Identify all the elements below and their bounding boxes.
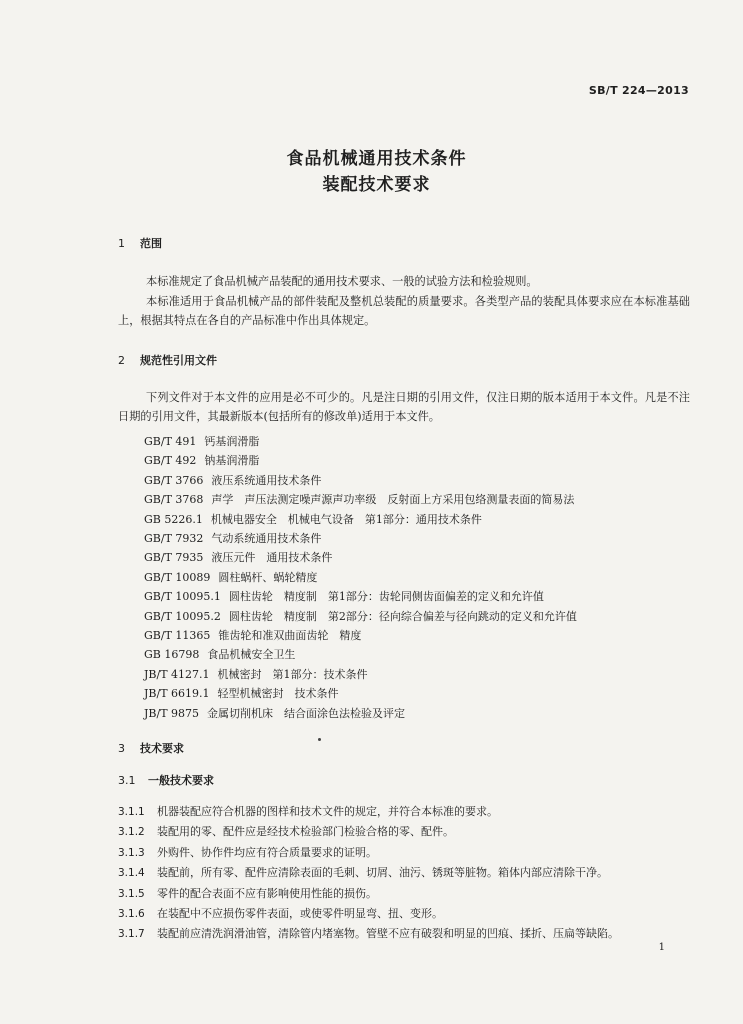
title-line-1: 食品机械通用技术条件 xyxy=(286,149,467,169)
clause-number: 3.1.2 xyxy=(118,826,145,839)
section-1-heading xyxy=(118,235,162,251)
title-line-2: 装配技术要求 xyxy=(322,175,431,195)
reference-code: GB/T 11365 xyxy=(144,629,211,643)
reference-title: 液压元件 通用技术条件 xyxy=(211,551,333,565)
clause-number: 3.1.5 xyxy=(118,887,145,900)
reference-title: 食品机械安全卫生 xyxy=(207,648,296,662)
reference-title: 轻型机械密封 技术条件 xyxy=(217,687,339,701)
reference-title: 圆柱蜗杆、蜗轮精度 xyxy=(218,570,318,584)
reference-code: GB/T 3766 xyxy=(144,473,204,487)
section-1-paragraph-1: 本标准规定了食品机械产品装配的通用技术要求、一般的试验方法和检验规则。 xyxy=(146,275,538,288)
reference-item xyxy=(144,665,577,684)
clause-text: 在装配中不应损伤零件表面，或使零件明显弯、扭、变形。 xyxy=(157,907,443,921)
clause-text: 装配前应清洗润滑油管，清除管内堵塞物。管壁不应有破裂和明显的凹痕、揉折、压扁等缺陷。 xyxy=(157,927,619,941)
section-number: 3 xyxy=(118,742,125,755)
scan-speck xyxy=(318,738,321,741)
clause-text: 装配用的零、配件应是经技术检验部门检验合格的零、配件。 xyxy=(157,825,454,839)
reference-item xyxy=(144,568,577,587)
reference-code: GB/T 492 xyxy=(144,454,197,468)
clause-number: 3.1.1 xyxy=(118,806,145,818)
section-1-paragraph-2: 本标准适用于食品机械产品的部件装配及整机总装配的质量要求。各类型产品的装配具体要求应在本标准基础上，根据其特点在各自的产品标准中作出具体规定。 xyxy=(118,295,690,327)
reference-code: JB/T 9875 xyxy=(144,706,200,720)
reference-code: GB 5226.1 xyxy=(144,512,203,526)
reference-item xyxy=(144,529,577,548)
reference-code: GB 16798 xyxy=(144,648,200,662)
clause-item xyxy=(118,802,619,822)
reference-code: GB/T 10089 xyxy=(144,570,211,584)
reference-title: 气动系统通用技术条件 xyxy=(211,532,322,546)
section-number: 2 xyxy=(118,354,125,367)
section-2-intro: 下列文件对于本文件的应用是必不可少的。凡是注日期的引用文件，仅注日期的版本适用于本文件。凡是不注日期的引用文件，其最新版本(包括所有的修改单)适用于本文件。 xyxy=(118,391,690,423)
section-3-heading xyxy=(118,740,184,756)
reference-title: 液压系统通用技术条件 xyxy=(211,473,322,487)
reference-code: GB/T 3768 xyxy=(144,493,204,507)
clause-text: 机器装配应符合机器的图样和技术文件的规定，并符合本标准的要求。 xyxy=(157,805,498,818)
reference-item xyxy=(144,684,577,703)
reference-code: GB/T 491 xyxy=(144,435,197,448)
clause-number: 3.1.6 xyxy=(118,908,145,921)
subsection-3-1-heading xyxy=(118,772,214,788)
clause-text: 外购件、协作件均应有符合质量要求的证明。 xyxy=(157,845,377,859)
reference-item xyxy=(144,607,577,626)
section-title: 范围 xyxy=(140,237,162,250)
reference-item xyxy=(144,490,577,509)
reference-title: 钙基润滑脂 xyxy=(204,435,260,448)
reference-item xyxy=(144,471,577,490)
clause-item xyxy=(118,822,619,842)
reference-list xyxy=(144,432,577,723)
reference-item xyxy=(144,626,577,645)
standard-code: SB/T 224—2013 xyxy=(588,84,689,97)
section-title: 规范性引用文件 xyxy=(140,354,217,367)
reference-title: 声学 声压法测定噪声源声功率级 反射面上方采用包络测量表面的简易法 xyxy=(211,493,575,507)
clause-item xyxy=(118,843,619,863)
reference-code: GB/T 7932 xyxy=(144,532,204,546)
reference-item xyxy=(144,432,577,451)
clause-number: 3.1.3 xyxy=(118,846,145,859)
reference-title: 机械密封 第1部分：技术条件 xyxy=(217,667,368,681)
section-2-heading xyxy=(118,352,217,368)
reference-code: GB/T 7935 xyxy=(144,551,204,565)
reference-item xyxy=(144,704,577,723)
clause-list xyxy=(118,802,619,945)
subsection-title: 一般技术要求 xyxy=(148,774,214,787)
reference-code: JB/T 6619.1 xyxy=(144,687,210,701)
reference-item xyxy=(144,645,577,664)
reference-item xyxy=(144,451,577,470)
section-number: 1 xyxy=(118,237,125,250)
reference-code: JB/T 4127.1 xyxy=(144,667,210,681)
reference-title: 圆柱齿轮 精度制 第1部分：齿轮同侧齿面偏差的定义和允许值 xyxy=(228,590,544,604)
reference-title: 机械电器安全 机械电气设备 第1部分：通用技术条件 xyxy=(210,512,482,526)
reference-item xyxy=(144,548,577,567)
clause-text: 装配前，所有零、配件应清除表面的毛刺、切屑、油污、锈斑等脏物。箱体内部应清除干净。 xyxy=(157,866,608,880)
clause-item xyxy=(118,884,619,904)
reference-title: 圆柱齿轮 精度制 第2部分：径向综合偏差与径向跳动的定义和允许值 xyxy=(228,609,577,623)
clause-item xyxy=(118,863,619,883)
reference-code: GB/T 10095.2 xyxy=(144,609,221,623)
section-title: 技术要求 xyxy=(140,742,184,755)
reference-item xyxy=(144,587,577,606)
reference-code: GB/T 10095.1 xyxy=(144,590,221,604)
reference-title: 锥齿轮和准双曲面齿轮 精度 xyxy=(218,629,362,643)
clause-item xyxy=(118,904,619,924)
document-title xyxy=(0,146,743,198)
subsection-number: 3.1 xyxy=(118,774,136,787)
clause-number: 3.1.4 xyxy=(118,867,145,880)
clause-item xyxy=(118,924,619,944)
reference-title: 钠基润滑脂 xyxy=(204,454,260,468)
page-number: 1 xyxy=(658,942,665,953)
reference-item xyxy=(144,510,577,529)
clause-text: 零件的配合表面不应有影响使用性能的损伤。 xyxy=(157,886,377,900)
clause-number: 3.1.7 xyxy=(118,928,145,941)
reference-title: 金属切削机床 结合面涂色法检验及评定 xyxy=(207,706,406,720)
